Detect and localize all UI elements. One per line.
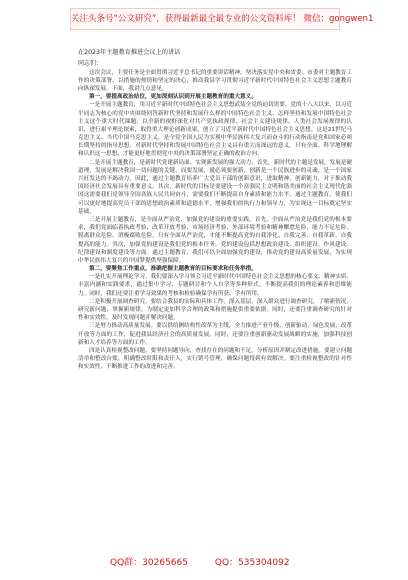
document-salutation: 同志们：	[78, 60, 103, 67]
section-heading: 第一，要提高政治站位，更加深刻认识到开展主题教育的重大意义。	[89, 94, 257, 101]
body-paragraph: 二是积极开展调查研究。要结合我县的实际和具体工作，深入基层、深入群众进行调查研究，了解新情况、研究新问题、掌握新规律。为制定更加科学合理的政策和措施提供重要依据。同时，还要注重调查研究的针对性和实效性，及时发现问题并解决问题。	[78, 298, 352, 322]
body-paragraph: 三是努力推动高质量发展。要以供给侧结构性改革为主线，全力推进产业升级、创新驱动、绿色发展，改革开放等方面的工作，促进我县经济社会的高质量发展。同时，还要注重创新驱动发展战略的实施，加强科技创新和人才培养等方面的工作。	[78, 323, 352, 346]
body-paragraph: 一是开展主题教育，用习近平新时代中国特色社会主义思想武装全党的迫切需要。党的十八大以来，以习近平同志为核心的党中央围绕回答新时代坚持和发展什么样的中国特色社会主义、怎样坚持和发展中国特色社会主义这个重大时代课题，以全新的视野深化对共产党执政规律、社会主义建设规律、人类社会发展规律的认识，进行艰辛理论探索，取得重大理论创新成果，创立了习近平新时代中国特色社会主义思想。这是21世纪马克思主义、当代中国马克思主义，是全党全国人民为实现中华民族伟大复兴而奋斗的行动指南是党和国家必须长期坚持的指导思想。对新时代坚持和发展中国特色社会主义具有重大而深远的意义。只有全面、科学地理解和认识这一思想，才能更好地贯彻党中央的决策部署坚定正确的政治方向。	[78, 102, 352, 158]
top-promo-banner: 关注头条号“公文研究”，获得最新最全最专业的公文资料库！ 微信：gongwen1	[70, 8, 340, 30]
document-title: 在2023年主题教育推进会议上的讲话	[78, 49, 181, 56]
qq-group-number: QQ群：30265665	[110, 558, 188, 568]
body-paragraph: 这次会议，主要任务是全面贯彻习近平总书记的重要讲话精神，坚决落实党中央和省委、市委对主题教育工作的决策部署，以措施的热情和坚定的决心，推动我县学习贯彻习近平新时代中国特色社会主义思想主题教育向纵深发展。下面，我讲几点意见。	[78, 69, 352, 92]
section-heading: 第二，要聚焦工作重点，准确把握主题教育的目标要求和任务举措。	[89, 266, 257, 273]
qq-contact-number: QQ：535304092	[214, 558, 290, 568]
body-paragraph: 三是开展主题教育，是全面从严治党、加强党的建设的重要实践。首先，全面从严治党是我们党的根本要求，我们党面临着执政考验、改革开放考验、市场经济考验、外部环境考验和精神懈怠危险、能力不足危险、脱离群众危险、消极腐败危险。只有全面从严治党，才能不断提高党的自我净化、自我完善、自我革新、自我提高的能力。其次，加强党的建设是我们党的根本任务。党的建设包括思想政治建设、组织建设、作风建设、纪律建设和制度建设等方面。通过主题教育，我们可以全面加强党的建设，推动党的建设高质量发展，为实现中华民族伟大复兴的中国梦提供坚强保障。	[78, 216, 352, 264]
body-paragraph: 四是认真检视整改问题。要坚持问题导向，查找存在的问题和不足，分析原因并制定改进措施。要建立问题清单和整改台账，明确整改时限和责任人，实行销号管理，确保问题得到有效解决。要注重检视整改的针对性和实效性，不断推进工作的改进和完善。	[78, 347, 352, 371]
document-page	[78, 48, 352, 550]
bottom-contact-banner	[110, 555, 300, 571]
body-paragraph: 二是开展主题教育，是新时代党建新局面、实现新发展的强大动力。首先，新时代的主题是发展，发展是硬道理，发展是解决我国一切问题的关键、而要发展，就必须要创新，创新是一个民族进步的灵魂，是一个国家兴旺发达的不竭动力。因此，通过主题教育培养广大党员干部的创新意识，进取精神，创新能力，对于推动我国经济社会发展具有重要意义。其次，新时代的目标是要建设一个富强民主文明和谐美丽的社会主义现代化强国这需要我们党领导全国各族人民共同奋斗，需要我们不断提高自身素质和能力水平。通过主题教育，使我们可以更好地提高党员干部的思想政治素质和道德水平，增强我们的执行力和领导力，为实现这一目标奠定坚实基础。	[78, 159, 352, 215]
document-body	[78, 69, 352, 372]
body-paragraph: 一是扎实开展理论学习。我们要深入学习领会习近平新时代中国特色社会主义思想的核心要义、精神实质、丰富内涵和实践要求，通过集中学习、专题研讨和个人自学等多种形式，不断提高我们的理论素养和思维能力。同时，我们还要注重学习效果的考核和检验确保学有所获、学有所用。	[78, 274, 352, 297]
